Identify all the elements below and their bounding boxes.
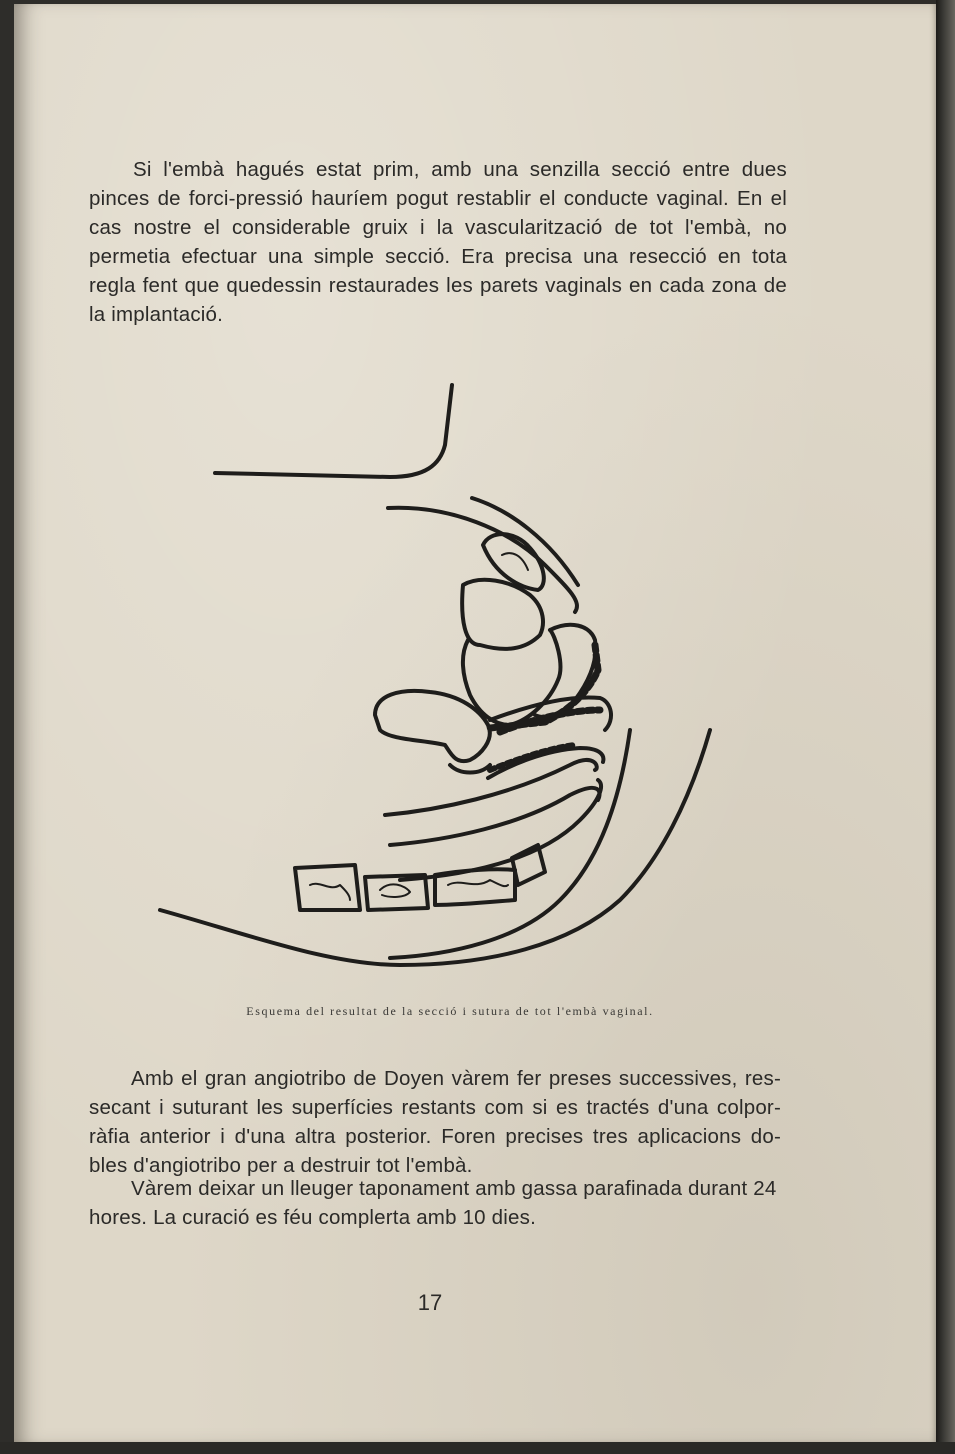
paragraph-procedure: Amb el gran angiotribo de Doyen vàrem fer preses successives, res-secant i suturant les superfícies restants com si es tractés d'una colpor-ràfia anterior i d'una altra posterior. Foren precises tres aplicacions do-bles d'angiotribo per a destruir tot l'embà. [89,1067,781,1177]
suture-line-bottom [490,745,575,770]
bone-segment-1 [295,865,360,910]
bone-segment-3 [435,869,515,905]
abdominal-wall-line [215,385,452,477]
paragraph-outcome: Vàrem deixar un lleuger taponament amb gassa parafinada durant 24 hores. La curació es féu complerta amb 10 dies. [89,1177,777,1229]
bone-segment-4 [512,845,545,885]
outer-skin-curve [160,730,710,965]
upper-organ-line [388,508,577,612]
urethra-inner [502,553,528,570]
bone-detail-3 [448,880,508,886]
paragraph-intro: Si l'embà hagués estat prim, amb una senzilla secció entre dues pinces de forci-pressió hauríem pogut restablir el conducte vaginal. En el cas nostre el considerable gruix i la vascularització de tot l'embà, no permetia efectuar una simple secció. Era precisa una resecció en tota regla fent que quedessin restaurades les parets vaginals en cada zona de la implantació. [89,158,787,326]
bone-detail-2 [380,884,410,897]
book-edge-bottom [0,1442,955,1454]
cervix-tip [450,765,490,773]
page-number: 17 [417,1290,443,1315]
figure-caption: Esquema del resultat de la secció i sutura de tot l'embà vaginal. [246,1004,654,1018]
anatomical-diagram [150,380,730,980]
book-edge-right [936,0,955,1454]
rectum-wall-lower [390,788,600,845]
bone-detail-1 [310,884,350,900]
